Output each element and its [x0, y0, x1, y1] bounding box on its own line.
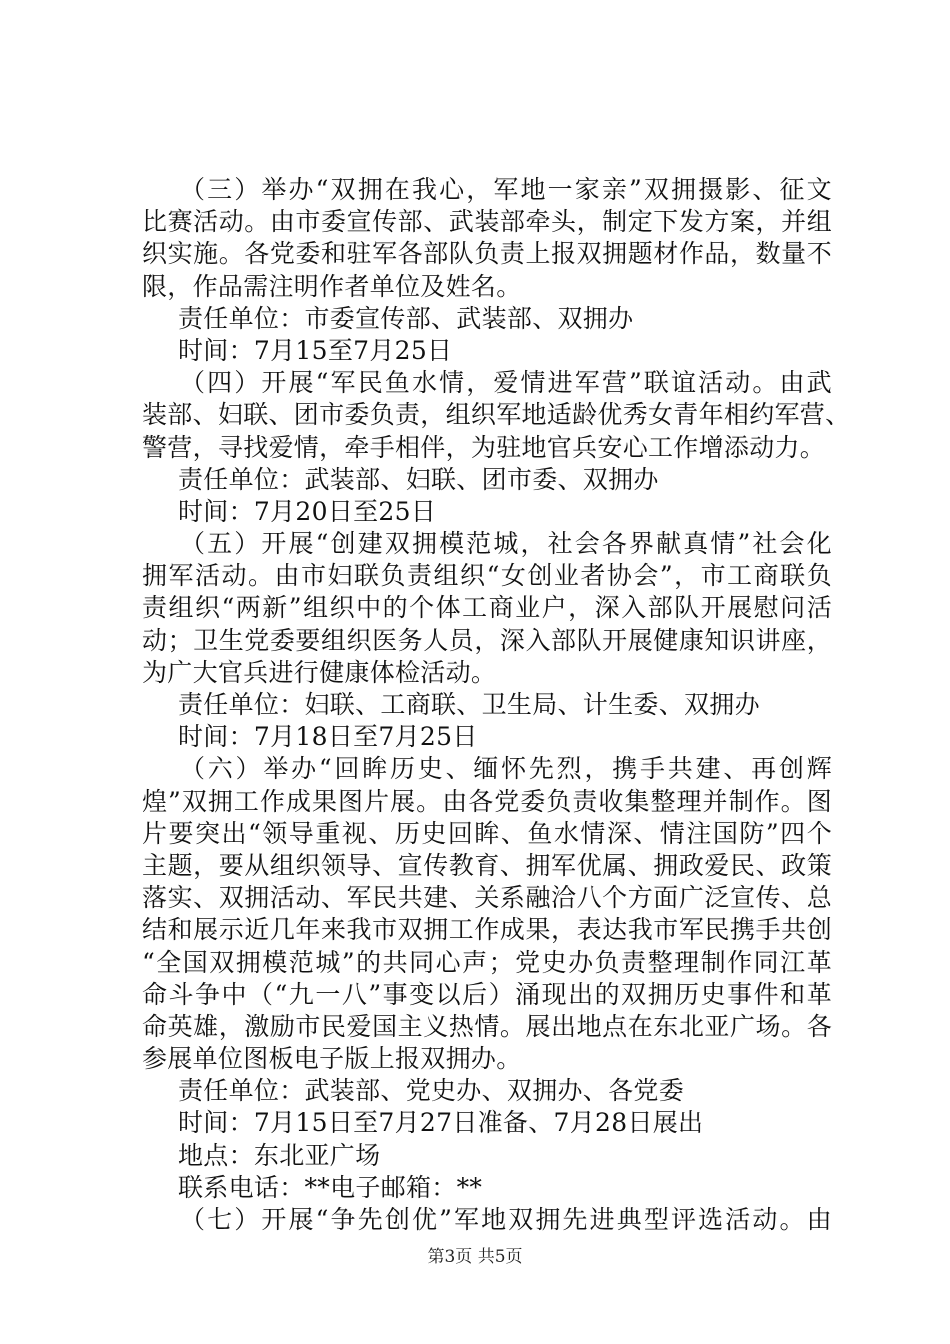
text-line: 时间：7月20日至25日	[178, 496, 437, 526]
text-line: 责任单位：市委宣传部、武装部、双拥办	[178, 303, 634, 333]
text-line: “全国双拥模范城”的共同心声；党史办负责整理制作同江革	[142, 947, 832, 977]
text-line: （五）开展“创建双拥模范城，社会各界献真情”社会化	[180, 529, 832, 559]
text-line: 责任单位：武装部、妇联、团市委、双拥办	[178, 464, 659, 494]
text-line: 煌”双拥工作成果图片展。由各党委负责收集整理并制作。图	[142, 786, 832, 816]
text-line: 落实、双拥活动、军民共建、关系融洽八个方面广泛宣传、总	[142, 883, 832, 913]
document-body	[142, 174, 851, 1236]
text-line: 警营，寻找爱情，牵手相伴，为驻地官兵安心工作增添动力。	[142, 432, 826, 462]
text-line: 比赛活动。由市委宣传部、武装部牵头，制定下发方案，并组	[142, 207, 832, 237]
text-line: 装部、妇联、团市委负责，组织军地适龄优秀女青年相约军营、	[142, 400, 851, 430]
text-line: 地点：东北亚广场	[178, 1140, 381, 1170]
text-line: 片要突出“领导重视、历史回眸、鱼水情深、情注国防”四个	[142, 818, 832, 848]
text-line: （六）举办“回眸历史、缅怀先烈，携手共建、再创辉	[180, 754, 832, 784]
text-line: 时间：7月15日至7月27日准备、7月28日展出	[178, 1108, 704, 1138]
text-line: 主题，要从组织领导、宣传教育、拥军优属、拥政爱民、政策	[142, 850, 832, 880]
text-line: 责任单位：武装部、党史办、双拥办、各党委	[178, 1076, 685, 1106]
text-line: 织实施。各党委和驻军各部队负责上报双拥题材作品，数量不	[142, 239, 832, 269]
text-line: 限，作品需注明作者单位及姓名。	[142, 271, 522, 301]
text-line: 拥军活动。由市妇联负责组织“女创业者协会”，市工商联负	[142, 561, 832, 591]
text-line: （四）开展“军民鱼水情，爱情进军营”联谊活动。由武	[180, 368, 832, 398]
text-line: （七）开展“争先创优”军地双拥先进典型评选活动。由	[180, 1205, 832, 1234]
text-line: 联系电话：**电子邮箱：**	[178, 1172, 483, 1202]
text-line: （三）举办“双拥在我心，军地一家亲”双拥摄影、征文	[180, 175, 832, 204]
text-line: 命斗争中（“九一八”事变以后）涌现出的双拥历史事件和革	[142, 979, 832, 1009]
text-line: 命英雄，激励市民爱国主义热情。展出地点在东北亚广场。各	[142, 1011, 832, 1041]
text-line: 责任单位：妇联、工商联、卫生局、计生委、双拥办	[178, 690, 760, 719]
text-line: 动；卫生党委要组织医务人员，深入部队开展健康知识讲座，	[142, 625, 832, 655]
page-footer	[0, 1242, 950, 1267]
text-line: 为广大官兵进行健康体检活动。	[142, 657, 497, 687]
text-line: 时间：7月18日至7月25日	[178, 722, 478, 752]
text-line: 时间：7月15至7月25日	[178, 335, 453, 365]
text-line: 参展单位图板电子版上报双拥办。	[142, 1044, 522, 1074]
text-line: 结和展示近几年来我市双拥工作成果，表达我市军民携手共创	[142, 915, 832, 945]
text-line: 责组织“两新”组织中的个体工商业户，深入部队开展慰问活	[142, 593, 832, 623]
page-number: 第3页 共5页	[427, 1247, 523, 1267]
